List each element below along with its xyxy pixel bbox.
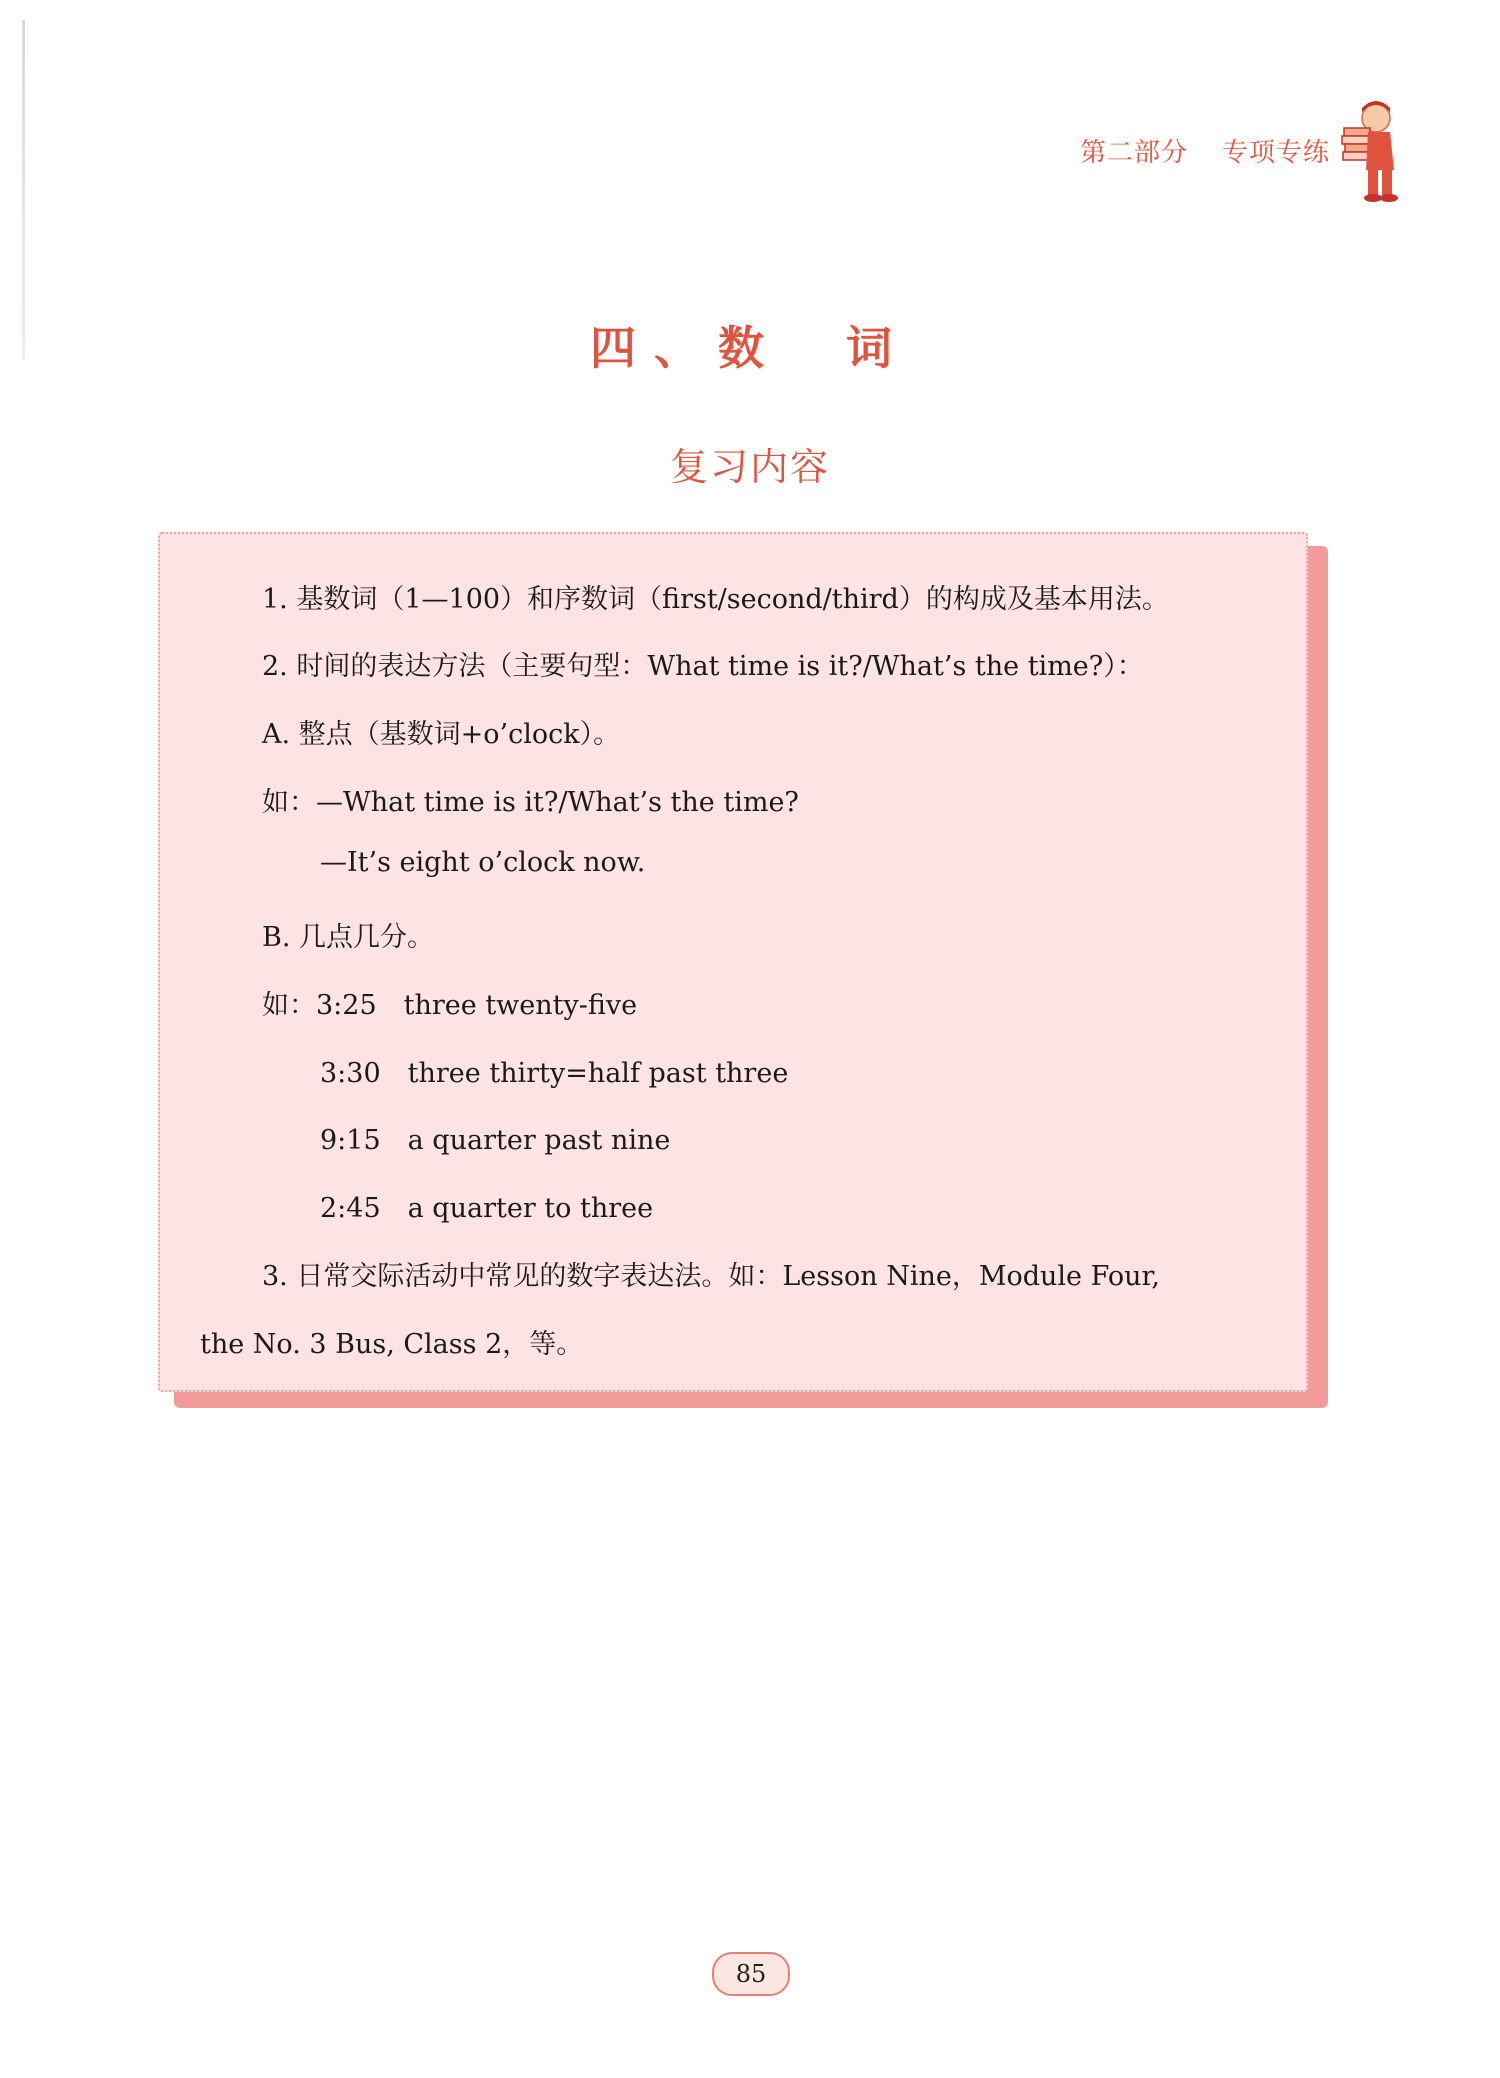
content-line-4: 如：—What time is it?/What’s the time? [262, 787, 799, 818]
page-number: 85 [712, 1952, 790, 1996]
header-section: 专项专练 [1222, 138, 1331, 168]
content-line-1: 1. 基数词（1—100）和序数词（first/second/third）的构成及基本用法。 [262, 584, 1169, 615]
content-line-6: B. 几点几分。 [262, 922, 435, 953]
content-line-11: 3. 日常交际活动中常见的数字表达法。如：Lesson Nine，Module Four, [262, 1261, 1161, 1292]
content-line-2: 2. 时间的表达方法（主要句型：What time is it?/What’s the time?）： [262, 651, 1144, 682]
content-line-10: 2:45 a quarter to three [320, 1193, 654, 1224]
content-line-9: 9:15 a quarter past nine [320, 1125, 671, 1156]
running-header [1080, 132, 1330, 169]
content-line-3: A. 整点（基数词+o’clock）。 [262, 719, 621, 750]
section-subtitle: 复习内容 [669, 445, 830, 489]
content-line-5: —It’s eight o’clock now. [320, 847, 646, 878]
content-line-7: 如：3:25 three twenty-five [262, 990, 638, 1021]
boy-with-books-icon [1340, 98, 1408, 206]
content-line-12: the No. 3 Bus, Class 2，等。 [200, 1329, 584, 1360]
page-edge-line [22, 20, 25, 360]
section-title: 四、数 词 [590, 321, 910, 375]
content-line-8: 3:30 three thirty=half past three [320, 1058, 789, 1089]
header-part: 第二部分 [1080, 138, 1189, 168]
